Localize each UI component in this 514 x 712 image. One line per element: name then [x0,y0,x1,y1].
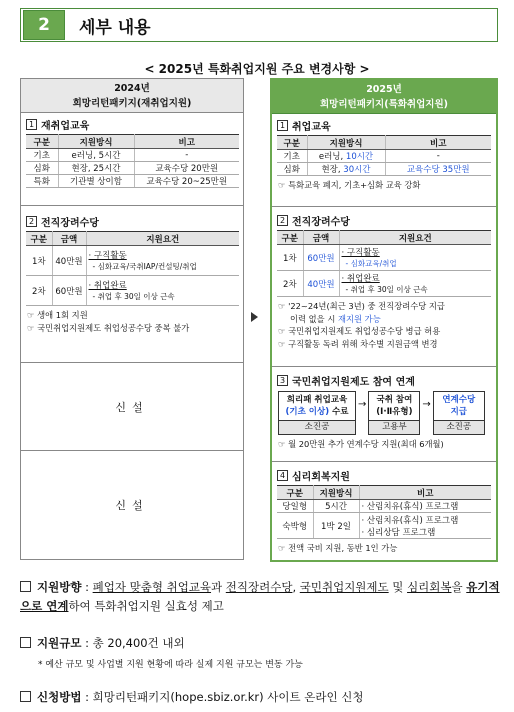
scale-note: * 예산 규모 및 사업별 지원 현황에 따라 실제 지원 규모는 변동 가능 [38,660,303,670]
table-row: 1차 40만원 · 구직활동 - 심화교육/국취IAP/컨설팅/취업 [26,246,239,276]
table-row: 2차 60만원 · 취업완료 - 취업 후 30일 이상 근속 [26,276,239,306]
right-link-section: 3 국민취업지원제도 참여 연계 희리패 취업교육 (기초 이상) 수료 소진공 → 국취 참여 (Ⅰ·Ⅱ유형) 고용부 → 연계수당 지급 소진공 ☞ 월 20만원 추가 연계수당 지원(최대 6개월) [272,367,496,462]
right-incentive-table: 구분 금액 지원요건 1차 60만원 · 구직활동 - 심화교육/취업 2차 40만원 · 취업완료 - 취업 후 30일 이상 근속 [277,230,491,297]
column-2025-header: 2025년 희망리턴패키지(특화취업지원) [272,80,496,114]
table-row: 심화 현장, 25시간 교육수당 20만원 [26,162,239,175]
table-row: 1차 60만원 · 구직활동 - 심화교육/취업 [277,245,491,271]
left-edu-section: 1 재취업교육 구분 지원방식 비고 기초 e러닝, 5시간 - 심화 현장, 25시간 교육수당 20만원 특화 기관별 상이함 교육수당 20~25만원 [21,113,243,206]
section-header [20,8,498,42]
checkbox-square-icon [20,581,31,592]
left-new-section-2: 신설 [115,499,149,512]
scale-paragraph: 지원규모 : 총 20,400건 내외 [20,634,500,653]
table-row: 특화 기관별 상이함 교육수당 20~25만원 [26,175,239,188]
arrow-icon: → [422,399,431,410]
table-row: 당일형 5시간 · 산림치유(휴식) 프로그램 [277,500,491,513]
left-edu-table: 구분 지원방식 비고 기초 e러닝, 5시간 - 심화 현장, 25시간 교육수당 20만원 특화 기관별 상이함 교육수당 20~25만원 [26,134,239,188]
section-number: 2 [23,10,65,40]
checkbox-square-icon [20,637,31,648]
table-row: 2차 40만원 · 취업완료 - 취업 후 30일 이상 근속 [277,271,491,297]
left-incentive-section: 2 전직장려수당 구분 금액 지원요건 1차 40만원 · 구직활동 - 심화교육/국취IAP/컨설팅/취업 2차 60만원 · 취업완료 - 취업 후 30일 이상 근속 ☞ 생애 1회 지원 ☞ 국민취업지원제도 취업성공수당 중복 불가 [21,206,243,363]
link-flow: 희리패 취업교육 (기초 이상) 수료 소진공 → 국취 참여 (Ⅰ·Ⅱ유형) 고용부 → 연계수당 지급 소진공 [278,391,496,435]
column-2024 [20,78,244,560]
direction-paragraph: 지원방향 : 폐업자 맞춤형 취업교육과 전직장려수당, 국민취업지원제도 및 심리회복을 유기적으로 연계하여 특화취업지원 실효성 제고 [20,580,500,613]
column-2024-header: 2024년 희망리턴패키지(재취업지원) [21,79,243,113]
section-title: 세부 내용 [79,17,151,38]
comparison-subtitle: < 2025년 특화취업지원 주요 변경사항 > [144,62,370,76]
arrow-icon: → [358,399,367,410]
right-incentive-section: 2 전직장려수당 구분 금액 지원요건 1차 60만원 · 구직활동 - 심화교육/취업 2차 40만원 · 취업완료 - 취업 후 30일 이상 근속 ☞ '22~24년(최근 3년) 중 전직장려수당 지급 이력 없을 시 재지원 가능 ☞ 국민취업지원제도 취업성공수당 병급 허용 ☞ 구직활동 독려 위해 차수별 지원금액 변경 [272,207,496,367]
left-incentive-table: 구분 금액 지원요건 1차 40만원 · 구직활동 - 심화교육/국취IAP/컨설팅/취업 2차 60만원 · 취업완료 - 취업 후 30일 이상 근속 [26,231,239,306]
right-edu-section: 1 취업교육 구분 지원방식 비고 기초 e러닝, 10시간 - 심화 현장, 30시간 교육수당 35만원 ☞ 특화교육 폐지, 기초+심화 교육 강화 [272,114,496,207]
column-2025 [270,78,498,562]
table-row: 기초 e러닝, 5시간 - [26,149,239,162]
table-row: 심화 현장, 30시간 교육수당 35만원 [277,163,491,176]
checkbox-square-icon [20,691,31,702]
table-row: 기초 e러닝, 10시간 - [277,150,491,163]
left-new-section-1: 신설 [21,363,243,451]
right-recovery-section: 4 심리회복지원 구분 지원방식 비고 당일형 5시간 · 산림치유(휴식) 프로그램 숙박형 1박 2일 · 산림치유(휴식) 프로그램 · 심리상담 프로그램 ☞ 전액 국비 지원, 동반 1인 가능 [272,462,496,560]
right-recovery-table: 구분 지원방식 비고 당일형 5시간 · 산림치유(휴식) 프로그램 숙박형 1박 2일 · 산림치유(휴식) 프로그램 · 심리상담 프로그램 [277,485,491,539]
arrow-right-icon [251,312,258,322]
table-row: 숙박형 1박 2일 · 산림치유(휴식) 프로그램 · 심리상담 프로그램 [277,513,491,539]
apply-paragraph: 신청방법 : 희망리턴패키지(hope.sbiz.or.kr) 사이트 온라인 신청 [20,688,500,707]
right-edu-table: 구분 지원방식 비고 기초 e러닝, 10시간 - 심화 현장, 30시간 교육수당 35만원 [277,135,491,176]
